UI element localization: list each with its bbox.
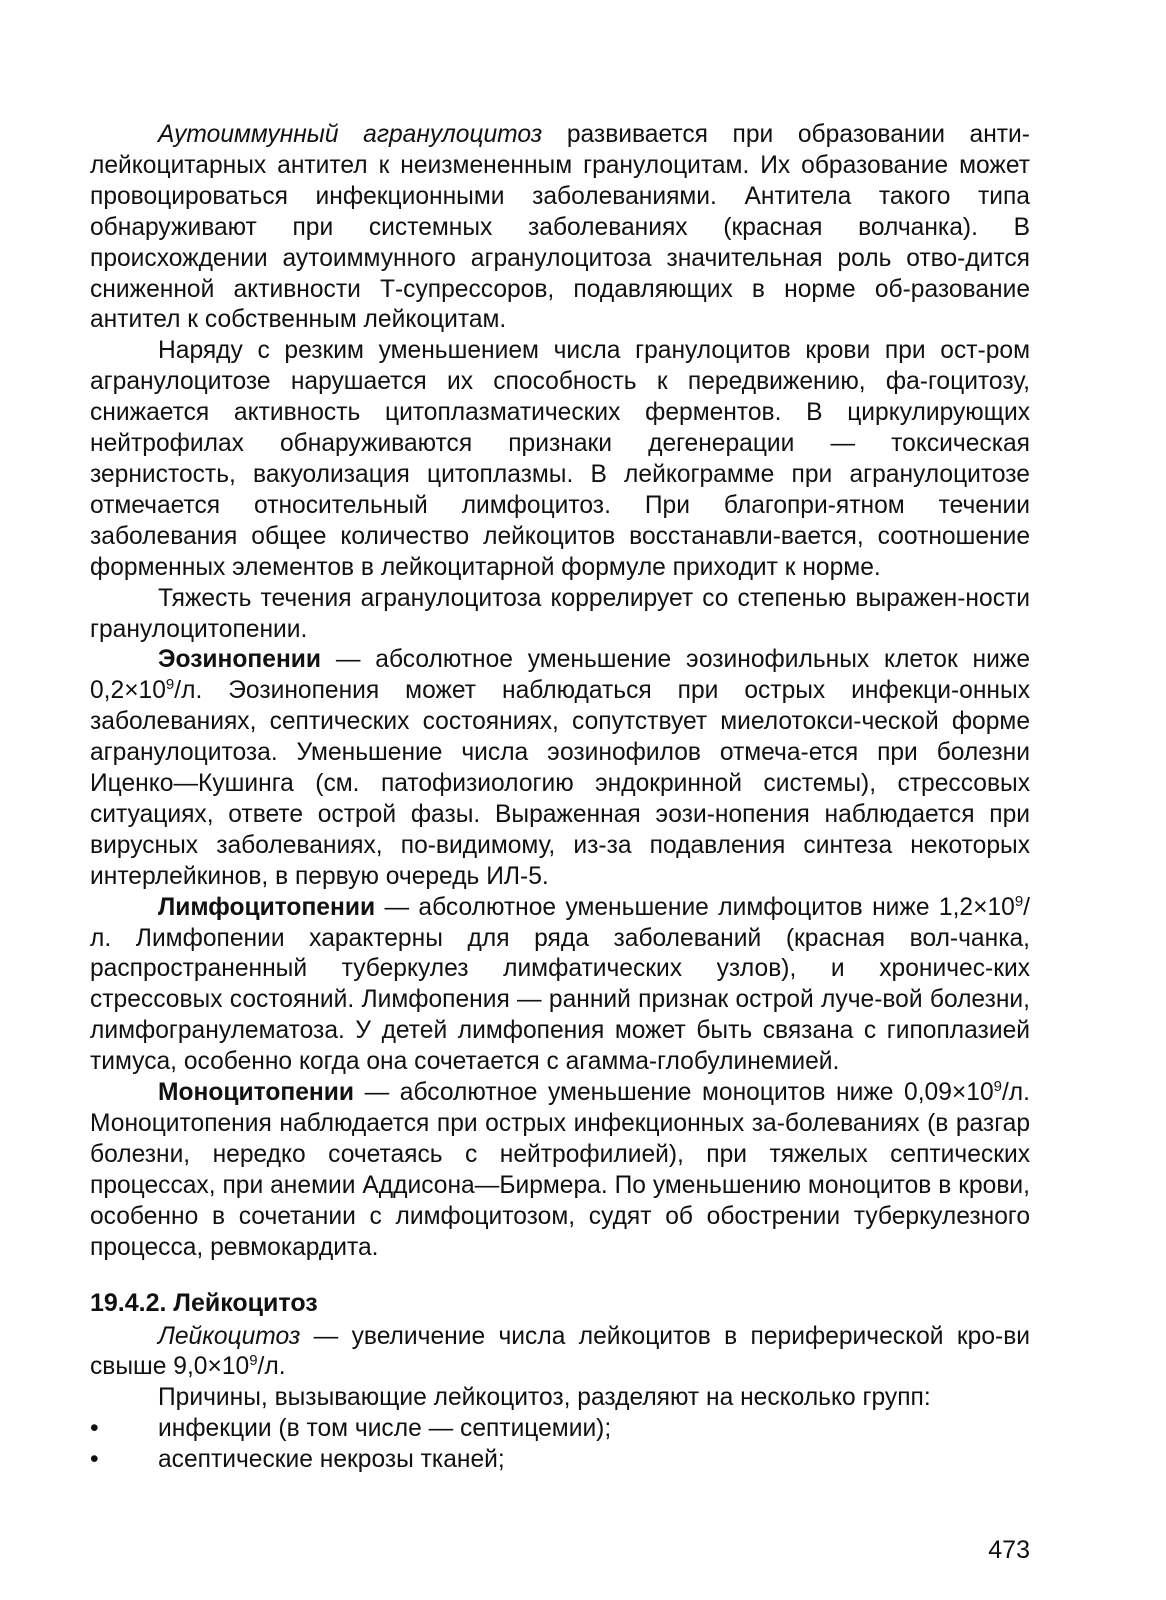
list-item-text: инфекции (в том числе — септицемии); bbox=[158, 1415, 612, 1443]
term-eosinopenia: Эозинопении bbox=[158, 646, 322, 674]
page-number: 473 bbox=[988, 1536, 1030, 1564]
section-heading: 19.4.2. Лейкоцитоз bbox=[90, 1288, 318, 1317]
paragraph-severity bbox=[90, 584, 1030, 646]
paragraph-lymphocytopenia bbox=[90, 893, 1030, 1078]
paragraph-eosinopenia bbox=[90, 645, 1030, 892]
paragraph-text: /л. Эозинопения может наблюдаться при острых инфекци-онных заболеваниях, септических состояниях, сопутствует миелотокси-ческой форме агранулоцитоза. Уменьшение числа эозинофилов отмеча-ется при болезни Иценко—Кушинга (см. патофизиологию эндокринной системы), стрессовых ситуациях, ответе острой фазы. Выраженная эози-нопения наблюдается при вирусных заболеваниях, по-видимому, из-за подавления синтеза некоторых интерлейкинов, в первую очередь ИЛ-5. bbox=[90, 677, 1030, 890]
causes-list bbox=[90, 1414, 1030, 1476]
term-lymphocytopenia: Лимфоцитопении bbox=[158, 893, 376, 921]
bullet-marker: • bbox=[90, 1415, 99, 1443]
paragraph-text: — абсолютное уменьшение эозинофильных клеток ниже 0,2×10 bbox=[90, 646, 1030, 705]
bullet-marker: • bbox=[90, 1446, 99, 1474]
list-item-text: асептические некрозы тканей; bbox=[158, 1446, 505, 1474]
paragraph-text: развивается при образовании анти-лейкоцитарных антител к неизмененным гранулоцитам. Их образование может провоцироваться инфекционными заболеваниями. Антитела такого типа обнаруживают при системных заболеваниях (красная волчанка). В происхождении аутоиммунного агранулоцитоза значительная роль отво-дится сниженной активности Т-супрессоров, подавляющих в норме об-разование антител к собственным лейкоцитам. bbox=[90, 121, 1030, 334]
paragraph-monocytopenia bbox=[90, 1078, 1030, 1263]
paragraph-leukocytosis-causes bbox=[90, 1383, 1030, 1414]
term-monocytopenia: Моноцитопении bbox=[158, 1079, 354, 1107]
term-leukocytosis: Лейкоцитоз bbox=[158, 1322, 301, 1350]
paragraph-text: Причины, вызывающие лейкоцитоз, разделяют на несколько групп: bbox=[158, 1384, 931, 1412]
paragraph-text: Тяжесть течения агранулоцитоза коррелирует со степенью выражен-ности гранулоцитопении. bbox=[90, 584, 1030, 643]
superscript: 9 bbox=[249, 1352, 258, 1370]
paragraph-text: Наряду с резким уменьшением числа гранулоцитов крови при ост-ром агранулоцитозе нарушается их способность к передвижению, фа-гоцитозу, снижается активность цитоплазматических ферментов. В циркулирующих нейтрофилах обнаруживаются признаки дегенерации — токсическая зернистость, вакуолизация цитоплазмы. В лейкограмме при агранулоцитозе отмечается относительный лимфоцитоз. При благопри-ятном течении заболевания общее количество лейкоцитов восстанавли-вается, соотношение форменных элементов в лейкоцитарной формуле приходит к норме. bbox=[90, 337, 1030, 581]
superscript: 9 bbox=[165, 676, 175, 694]
superscript: 9 bbox=[993, 1078, 1002, 1096]
paragraph-granulocyte-function bbox=[90, 336, 1030, 583]
paragraph-leukocytosis-definition bbox=[90, 1322, 1030, 1384]
list-item bbox=[90, 1445, 1030, 1476]
paragraph-text: — абсолютное уменьшение лимфоцитов ниже 1,2×10 bbox=[375, 893, 1015, 921]
paragraph-text: — увеличение числа лейкоцитов в периферической кро-ви свыше 9,0×10 bbox=[90, 1322, 1030, 1381]
paragraph-text: /л. Лимфопении характерны для ряда заболеваний (красная вол-чанка, распространенный туберкулез лимфатических узлов), и хроничес-ких стрессовых состояний. Лимфопения — ранний признак острой луче-вой болезни, лимфогранулематоза. У детей лимфопения может быть связана с гипоплазией тимуса, особенно когда она сочетается с агамма-глобулинемией. bbox=[90, 893, 1030, 1076]
superscript: 9 bbox=[1014, 892, 1024, 910]
paragraph-text: /л. bbox=[257, 1353, 286, 1381]
paragraph-autoimmune-agranulocytosis bbox=[90, 120, 1030, 336]
paragraph-text: — абсолютное уменьшение моноцитов ниже 0,09×10 bbox=[354, 1079, 994, 1107]
term-autoimmune-agranulocytosis: Аутоиммунный агранулоцитоз bbox=[158, 121, 543, 148]
paragraph-text: /л. Моноцитопения наблюдается при острых инфекционных за-болеваниях (в разгар болезни, нередко сочетаясь с нейтрофилией), при тяжелых септических процессах, при анемии Аддисона—Бирмера. По уменьшению моноцитов в крови, особенно в сочетании с лимфоцитозом, судят об обострении туберкулезного процесса, ревмокардита. bbox=[90, 1079, 1030, 1261]
list-item bbox=[90, 1414, 1030, 1445]
body-text bbox=[90, 120, 1030, 1476]
